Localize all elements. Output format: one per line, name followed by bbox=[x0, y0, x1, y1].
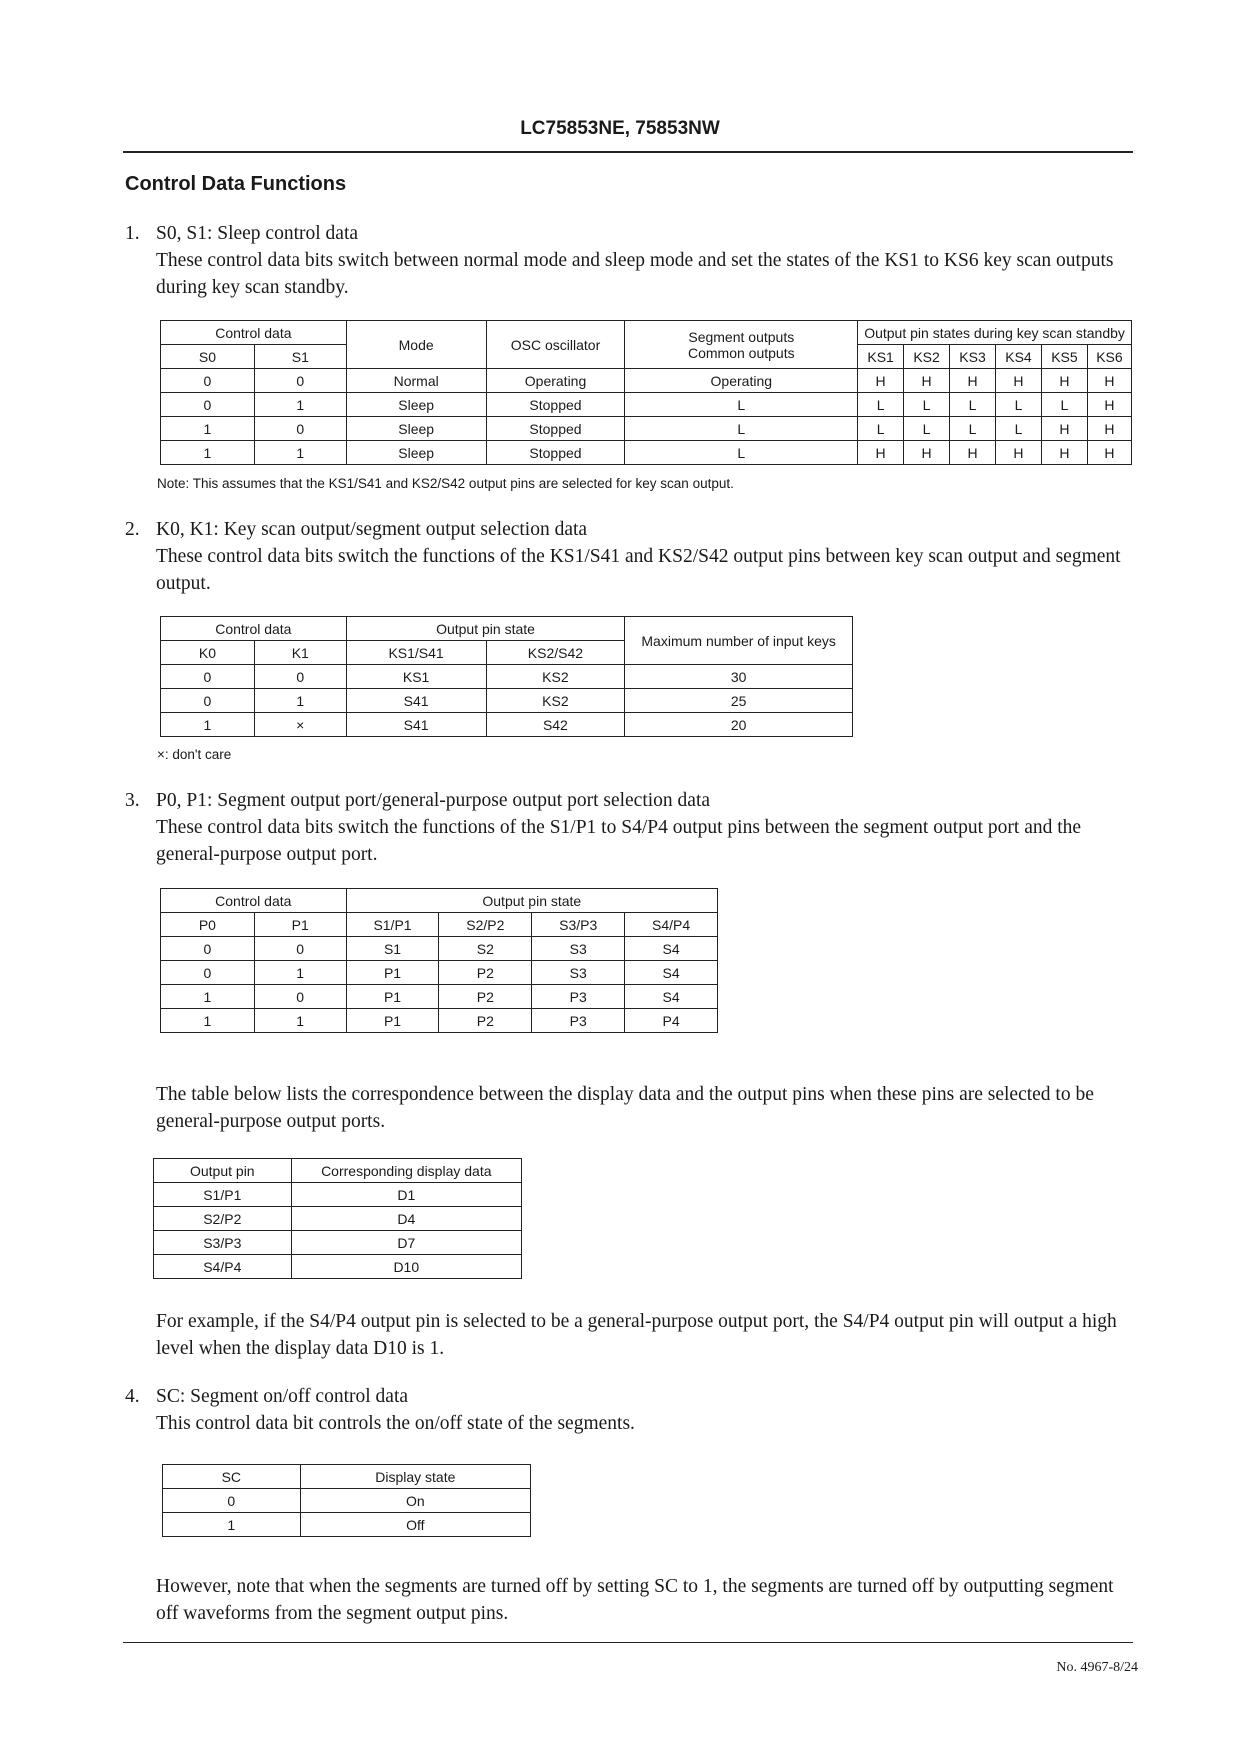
table-cell: 0 bbox=[161, 689, 255, 713]
section-1-number: 1. bbox=[125, 223, 140, 244]
table-row bbox=[161, 417, 1132, 441]
example-paragraph: For example, if the S4/P4 output pin is selected to be a general-purpose output port, the S4/P4 output pin will output a high level when the display data D10 is 1. bbox=[156, 1311, 1117, 1359]
key-scan-selection-table bbox=[160, 616, 853, 737]
table-row bbox=[161, 393, 1132, 417]
table-cell: 0 bbox=[161, 665, 255, 689]
table-cell: 0 bbox=[161, 369, 255, 393]
table-cell: S3/P3 bbox=[154, 1231, 292, 1255]
table-cell: H bbox=[858, 369, 904, 393]
table-cell: 1 bbox=[254, 441, 346, 465]
header-cell: K0 bbox=[161, 641, 255, 665]
section-4-heading: SC: Segment on/off control data bbox=[156, 1386, 409, 1407]
header-cell: Output pin states during key scan standby bbox=[858, 321, 1132, 345]
header-cell: Maximum number of input keys bbox=[625, 617, 853, 665]
table-cell: L bbox=[858, 417, 904, 441]
table-cell: 1 bbox=[161, 713, 255, 737]
table-row bbox=[161, 441, 1132, 465]
header-cell: KS5 bbox=[1041, 345, 1087, 369]
header-cell: S3/P3 bbox=[532, 913, 625, 937]
section-4-number: 4. bbox=[125, 1386, 140, 1407]
table-cell: S41 bbox=[346, 713, 486, 737]
table-cell: L bbox=[996, 393, 1042, 417]
table-cell: On bbox=[300, 1489, 530, 1513]
document-header-title: LC75853NE, 75853NW bbox=[520, 118, 720, 139]
header-cell: Control data bbox=[161, 617, 347, 641]
table-row bbox=[161, 689, 853, 713]
table-cell: L bbox=[625, 417, 858, 441]
table-cell: D4 bbox=[291, 1207, 521, 1231]
table-cell: P1 bbox=[346, 961, 439, 985]
table-header-row bbox=[154, 1159, 522, 1183]
table-cell: 20 bbox=[625, 713, 853, 737]
header-line: Segment outputs bbox=[688, 328, 795, 345]
header-cell: Display state bbox=[300, 1465, 530, 1489]
table-cell: S2 bbox=[439, 937, 532, 961]
header-cell: OSC oscillator bbox=[486, 321, 625, 369]
table-note: Note: This assumes that the KS1/S41 and KS2/S42 output pins are selected for key scan output. bbox=[157, 476, 734, 491]
table-row bbox=[161, 961, 718, 985]
table-cell: P1 bbox=[346, 985, 439, 1009]
table-header-row bbox=[161, 321, 1132, 345]
table-cell: 1 bbox=[161, 1009, 255, 1033]
segment-off-paragraph: However, note that when the segments are turned off by setting SC to 1, the segments are turned off by outputting segment off waveforms from the segment output pins. bbox=[156, 1576, 1114, 1624]
table-cell: H bbox=[1041, 369, 1087, 393]
section-4-body: This control data bit controls the on/off state of the segments. bbox=[156, 1413, 635, 1434]
table-cell: Sleep bbox=[346, 441, 486, 465]
section-title: Control Data Functions bbox=[125, 173, 347, 195]
table-cell: D7 bbox=[291, 1231, 521, 1255]
correspondence-paragraph: The table below lists the correspondence between the display data and the output pins when these pins are selected to be general-purpose output ports. bbox=[156, 1084, 1094, 1132]
table-row bbox=[161, 1009, 718, 1033]
table-row bbox=[154, 1183, 522, 1207]
table-cell: L bbox=[1041, 393, 1087, 417]
section-2-number: 2. bbox=[125, 519, 140, 540]
table-cell: D1 bbox=[291, 1183, 521, 1207]
section-3 bbox=[125, 787, 1135, 868]
table-row bbox=[161, 369, 1132, 393]
table-row bbox=[161, 985, 718, 1009]
table-cell: Sleep bbox=[346, 393, 486, 417]
section-2-body: These control data bits switch the functions of the KS1/S41 and KS2/S42 output pins between key scan output and segment output. bbox=[156, 546, 1121, 594]
header-cell: Control data bbox=[161, 889, 347, 913]
table-cell: P2 bbox=[439, 1009, 532, 1033]
section-1-body: These control data bits switch between normal mode and sleep mode and set the states of the KS1 to KS6 key scan outputs during key scan standby. bbox=[156, 250, 1114, 298]
table-cell: Operating bbox=[486, 369, 625, 393]
table-cell: KS2 bbox=[486, 665, 625, 689]
header-cell: S1/P1 bbox=[346, 913, 439, 937]
table-cell: 1 bbox=[254, 1009, 346, 1033]
section-3-number: 3. bbox=[125, 790, 140, 811]
table-cell: S4 bbox=[625, 985, 718, 1009]
table-cell: H bbox=[1041, 417, 1087, 441]
table-cell: D10 bbox=[291, 1255, 521, 1279]
table-cell: L bbox=[950, 417, 996, 441]
header-cell: Output pin state bbox=[346, 889, 717, 913]
table-cell: H bbox=[1041, 441, 1087, 465]
table-cell: Sleep bbox=[346, 417, 486, 441]
header-cell: KS2 bbox=[904, 345, 950, 369]
header-cell: S0 bbox=[161, 345, 255, 369]
table-cell: S42 bbox=[486, 713, 625, 737]
header-cell: SC bbox=[163, 1465, 301, 1489]
header-cell: Output pin state bbox=[346, 617, 625, 641]
table-cell: 1 bbox=[161, 417, 255, 441]
header-cell: P0 bbox=[161, 913, 255, 937]
table-cell: L bbox=[950, 393, 996, 417]
table-row bbox=[161, 937, 718, 961]
table-cell: S1/P1 bbox=[154, 1183, 292, 1207]
header-cell: S4/P4 bbox=[625, 913, 718, 937]
footer-rule bbox=[123, 1642, 1133, 1643]
table-cell: H bbox=[996, 441, 1042, 465]
table-cell: 1 bbox=[254, 689, 346, 713]
table-cell: P1 bbox=[346, 1009, 439, 1033]
table-cell: H bbox=[1087, 369, 1131, 393]
section-2 bbox=[125, 516, 1135, 597]
table-cell: L bbox=[858, 393, 904, 417]
table-cell: P3 bbox=[532, 985, 625, 1009]
table-cell: P3 bbox=[532, 1009, 625, 1033]
table-cell: 0 bbox=[254, 369, 346, 393]
table-cell: L bbox=[904, 393, 950, 417]
table-cell: 1 bbox=[254, 393, 346, 417]
sleep-control-table bbox=[160, 320, 1132, 465]
table-cell: Stopped bbox=[486, 393, 625, 417]
header-cell: KS4 bbox=[996, 345, 1042, 369]
page-number: No. 4967-8/24 bbox=[1056, 1660, 1138, 1675]
table-cell: H bbox=[858, 441, 904, 465]
table-row bbox=[154, 1231, 522, 1255]
table-cell: 0 bbox=[163, 1489, 301, 1513]
dont-care-note: ×: don't care bbox=[157, 747, 232, 762]
section-1-heading: S0, S1: Sleep control data bbox=[156, 223, 359, 244]
table-row bbox=[163, 1489, 531, 1513]
header-cell: K1 bbox=[254, 641, 346, 665]
table-cell: Normal bbox=[346, 369, 486, 393]
table-cell: Stopped bbox=[486, 417, 625, 441]
table-cell: S3 bbox=[532, 961, 625, 985]
display-data-table bbox=[153, 1158, 522, 1279]
header-cell: Mode bbox=[346, 321, 486, 369]
header-cell: S2/P2 bbox=[439, 913, 532, 937]
table-cell: 0 bbox=[161, 937, 255, 961]
table-cell: H bbox=[1087, 441, 1131, 465]
table-cell: 30 bbox=[625, 665, 853, 689]
header-cell: KS1/S41 bbox=[346, 641, 486, 665]
table-cell: S3 bbox=[532, 937, 625, 961]
table-cell: 1 bbox=[163, 1513, 301, 1537]
header-rule bbox=[123, 151, 1133, 153]
table-cell: 1 bbox=[161, 441, 255, 465]
header-cell: P1 bbox=[254, 913, 346, 937]
table-cell: H bbox=[950, 369, 996, 393]
table-row bbox=[161, 665, 853, 689]
table-cell: S4/P4 bbox=[154, 1255, 292, 1279]
table-cell: P4 bbox=[625, 1009, 718, 1033]
section-4 bbox=[125, 1383, 1135, 1437]
table-cell: H bbox=[950, 441, 996, 465]
table-cell: S41 bbox=[346, 689, 486, 713]
header-cell: KS1 bbox=[858, 345, 904, 369]
table-cell: 0 bbox=[254, 417, 346, 441]
table-cell: KS1 bbox=[346, 665, 486, 689]
header-cell bbox=[625, 321, 858, 369]
table-cell: 25 bbox=[625, 689, 853, 713]
section-3-heading: P0, P1: Segment output port/general-purpose output port selection data bbox=[156, 790, 711, 811]
table-row bbox=[163, 1513, 531, 1537]
table-cell: 1 bbox=[161, 985, 255, 1009]
table-cell: Off bbox=[300, 1513, 530, 1537]
header-cell: KS6 bbox=[1087, 345, 1131, 369]
table-cell: L bbox=[904, 417, 950, 441]
table-cell: KS2 bbox=[486, 689, 625, 713]
section-3-body: These control data bits switch the functions of the S1/P1 to S4/P4 output pins between the segment output port and the general-purpose output port. bbox=[156, 817, 1082, 865]
table-cell: 0 bbox=[161, 393, 255, 417]
table-cell: Operating bbox=[625, 369, 858, 393]
table-cell: H bbox=[996, 369, 1042, 393]
table-cell: L bbox=[996, 417, 1042, 441]
header-cell: KS3 bbox=[950, 345, 996, 369]
table-cell: Stopped bbox=[486, 441, 625, 465]
segment-onoff-table bbox=[162, 1464, 531, 1537]
table-header-row bbox=[161, 913, 718, 937]
table-cell: 0 bbox=[254, 985, 346, 1009]
table-cell: S4 bbox=[625, 961, 718, 985]
table-row bbox=[154, 1255, 522, 1279]
table-cell: L bbox=[625, 393, 858, 417]
table-cell: S4 bbox=[625, 937, 718, 961]
table-cell: S1 bbox=[346, 937, 439, 961]
table-row bbox=[161, 713, 853, 737]
section-2-heading: K0, K1: Key scan output/segment output selection data bbox=[156, 519, 588, 540]
table-cell: 0 bbox=[254, 665, 346, 689]
header-cell: KS2/S42 bbox=[486, 641, 625, 665]
header-cell: Output pin bbox=[154, 1159, 292, 1183]
table-header-row bbox=[161, 889, 718, 913]
table-cell: 0 bbox=[161, 961, 255, 985]
port-selection-table bbox=[160, 888, 718, 1033]
table-cell: H bbox=[1087, 393, 1131, 417]
table-cell: H bbox=[904, 441, 950, 465]
header-cell: Control data bbox=[161, 321, 347, 345]
header-cell: Corresponding display data bbox=[291, 1159, 521, 1183]
section-1 bbox=[125, 220, 1135, 301]
table-cell: H bbox=[1087, 417, 1131, 441]
table-cell: 1 bbox=[254, 961, 346, 985]
table-row bbox=[154, 1207, 522, 1231]
table-cell: S2/P2 bbox=[154, 1207, 292, 1231]
table-cell: × bbox=[254, 713, 346, 737]
table-header-row bbox=[163, 1465, 531, 1489]
table-cell: L bbox=[625, 441, 858, 465]
table-cell: 0 bbox=[254, 937, 346, 961]
table-cell: P2 bbox=[439, 985, 532, 1009]
table-header-row bbox=[161, 617, 853, 641]
header-line: Common outputs bbox=[687, 344, 795, 361]
header-cell: S1 bbox=[254, 345, 346, 369]
table-cell: H bbox=[904, 369, 950, 393]
table-cell: P2 bbox=[439, 961, 532, 985]
